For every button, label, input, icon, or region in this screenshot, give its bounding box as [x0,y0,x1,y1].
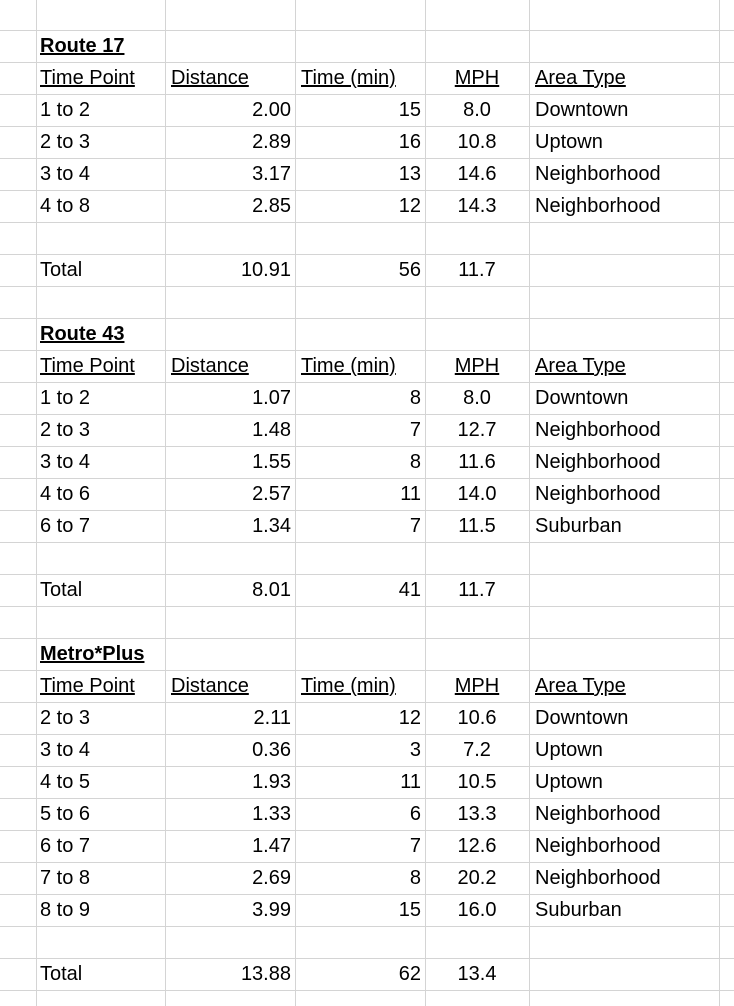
cell-time[interactable]: 8 [409,387,421,409]
cell-mph[interactable]: 13.3 [457,803,497,825]
cell-time[interactable]: 6 [409,803,421,825]
header-time-point[interactable]: Time Point [40,675,135,697]
table-title-row [0,318,734,350]
cell-time-point[interactable]: 4 to 6 [40,483,91,505]
cell-time[interactable]: 15 [398,99,421,121]
cell-distance[interactable]: 2.57 [252,483,291,505]
cell-distance[interactable]: 3.99 [252,899,291,921]
cell-time-point[interactable]: 4 to 5 [40,771,91,793]
cell-area-type[interactable]: Downtown [535,99,629,121]
total-mph[interactable]: 11.7 [458,259,496,281]
cell-time[interactable]: 8 [409,451,421,473]
cell-area-type[interactable]: Uptown [535,131,603,153]
total-distance[interactable]: 8.01 [252,579,291,601]
header-mph[interactable]: MPH [454,67,500,89]
cell-time-point[interactable]: 1 to 2 [40,99,91,121]
table-row [0,702,734,734]
cell-mph[interactable]: 14.3 [457,195,497,217]
total-time[interactable]: 41 [398,579,421,601]
header-row [0,670,734,702]
cell-area-type[interactable]: Uptown [535,771,603,793]
table-row [0,734,734,766]
cell-mph[interactable]: 10.5 [457,771,497,793]
cell-area-type[interactable]: Neighborhood [535,803,661,825]
table-row [0,894,734,926]
cell-distance[interactable]: 2.89 [252,131,291,153]
cell-area-type[interactable]: Suburban [535,899,622,921]
cell-time[interactable]: 13 [398,163,421,185]
header-area-type[interactable]: Area Type [535,675,626,697]
cell-time[interactable]: 3 [409,739,421,761]
cell-distance[interactable]: 1.34 [252,515,291,537]
total-time[interactable]: 56 [398,259,421,281]
table-title[interactable]: Route 17 [40,35,125,57]
cell-time-point[interactable]: 4 to 8 [40,195,91,217]
cell-time-point[interactable]: 3 to 4 [40,451,91,473]
cell-area-type[interactable]: Neighborhood [535,867,661,889]
cell-time[interactable]: 16 [398,131,421,153]
cell-area-type[interactable]: Downtown [535,707,629,729]
cell-time[interactable]: 12 [398,707,421,729]
total-label[interactable]: Total [40,963,83,985]
cell-mph[interactable]: 11.5 [458,515,496,537]
cell-time-point[interactable]: 3 to 4 [40,739,91,761]
cell-area-type[interactable]: Uptown [535,739,603,761]
cell-distance[interactable]: 1.93 [252,771,291,793]
cell-mph[interactable]: 10.8 [457,131,497,153]
cell-distance[interactable]: 1.33 [252,803,291,825]
table-row [0,94,734,126]
cell-time[interactable]: 11 [400,483,421,505]
table-row [0,478,734,510]
cell-time[interactable]: 7 [409,515,421,537]
cell-mph[interactable]: 20.2 [457,867,497,889]
cell-time-point[interactable]: 6 to 7 [40,515,91,537]
cell-time-point[interactable]: 7 to 8 [40,867,91,889]
cell-mph[interactable]: 8.0 [463,387,491,409]
table-row [0,414,734,446]
header-mph[interactable]: MPH [454,675,500,697]
cell-mph[interactable]: 14.6 [457,163,497,185]
cell-time[interactable]: 11 [400,771,421,793]
total-mph[interactable]: 13.4 [457,963,497,985]
cell-distance[interactable]: 2.69 [252,867,291,889]
header-distance[interactable]: Distance [171,67,249,89]
cell-area-type[interactable]: Neighborhood [535,835,661,857]
total-distance[interactable]: 13.88 [240,963,291,985]
cell-time[interactable]: 7 [409,835,421,857]
header-distance[interactable]: Distance [171,675,249,697]
cell-area-type[interactable]: Downtown [535,387,629,409]
cell-area-type[interactable]: Neighborhood [535,419,661,441]
cell-time-point[interactable]: 5 to 6 [40,803,91,825]
header-time-point[interactable]: Time Point [40,355,135,377]
table-row [0,446,734,478]
total-row [0,574,734,606]
cell-distance[interactable]: 1.55 [252,451,291,473]
table-row [0,190,734,222]
cell-distance[interactable]: 1.47 [252,835,291,857]
header-area-type[interactable]: Area Type [535,67,626,89]
total-mph[interactable]: 11.7 [458,579,496,601]
table-title-row [0,30,734,62]
cell-distance[interactable]: 1.07 [252,387,291,409]
header-area-type[interactable]: Area Type [535,355,626,377]
cell-area-type[interactable]: Neighborhood [535,195,661,217]
cell-mph[interactable]: 14.0 [457,483,497,505]
total-row [0,254,734,286]
cell-mph[interactable]: 7.2 [463,739,491,761]
table-row [0,830,734,862]
cell-time[interactable]: 7 [409,419,421,441]
cell-distance[interactable]: 0.36 [252,739,291,761]
cell-mph[interactable]: 12.7 [457,419,497,441]
header-row [0,62,734,94]
cell-time-point[interactable]: 6 to 7 [40,835,91,857]
header-time-point[interactable]: Time Point [40,67,135,89]
header-time[interactable]: Time (min) [301,67,396,89]
cell-time-point[interactable]: 3 to 4 [40,163,91,185]
cell-time[interactable]: 8 [409,867,421,889]
total-label[interactable]: Total [40,259,83,281]
table-row [0,798,734,830]
table-row [0,126,734,158]
table-row [0,158,734,190]
total-row [0,958,734,990]
cell-time-point[interactable]: 2 to 3 [40,131,91,153]
cell-time-point[interactable]: 8 to 9 [40,899,91,921]
table-row [0,510,734,542]
cell-area-type[interactable]: Neighborhood [535,451,661,473]
header-time[interactable]: Time (min) [301,355,396,377]
table-row [0,862,734,894]
table-row [0,382,734,414]
table-title[interactable]: Metro*Plus [40,643,145,665]
cell-time[interactable]: 15 [398,899,421,921]
cell-mph[interactable]: 12.6 [457,835,497,857]
table-row [0,766,734,798]
cell-mph[interactable]: 11.6 [458,451,496,473]
cell-distance[interactable]: 2.00 [252,99,291,121]
cell-mph[interactable]: 16.0 [457,899,497,921]
total-distance[interactable]: 10.91 [240,259,291,281]
cell-distance[interactable]: 3.17 [252,163,291,185]
cell-distance[interactable]: 1.48 [252,419,291,441]
cell-area-type[interactable]: Neighborhood [535,483,661,505]
cell-area-type[interactable]: Suburban [535,515,622,537]
header-distance[interactable]: Distance [171,355,249,377]
table-title-row [0,638,734,670]
cell-mph[interactable]: 10.6 [457,707,497,729]
total-time[interactable]: 62 [398,963,421,985]
table-title[interactable]: Route 43 [40,323,125,345]
cell-distance[interactable]: 2.11 [253,707,291,729]
cell-time-point[interactable]: 2 to 3 [40,707,91,729]
total-label[interactable]: Total [40,579,83,601]
cell-area-type[interactable]: Neighborhood [535,163,661,185]
header-time[interactable]: Time (min) [301,675,396,697]
cell-time-point[interactable]: 2 to 3 [40,419,91,441]
cell-time-point[interactable]: 1 to 2 [40,387,91,409]
cell-distance[interactable]: 2.85 [252,195,291,217]
cell-time[interactable]: 12 [398,195,421,217]
header-mph[interactable]: MPH [454,355,500,377]
header-row [0,350,734,382]
cell-mph[interactable]: 8.0 [463,99,491,121]
